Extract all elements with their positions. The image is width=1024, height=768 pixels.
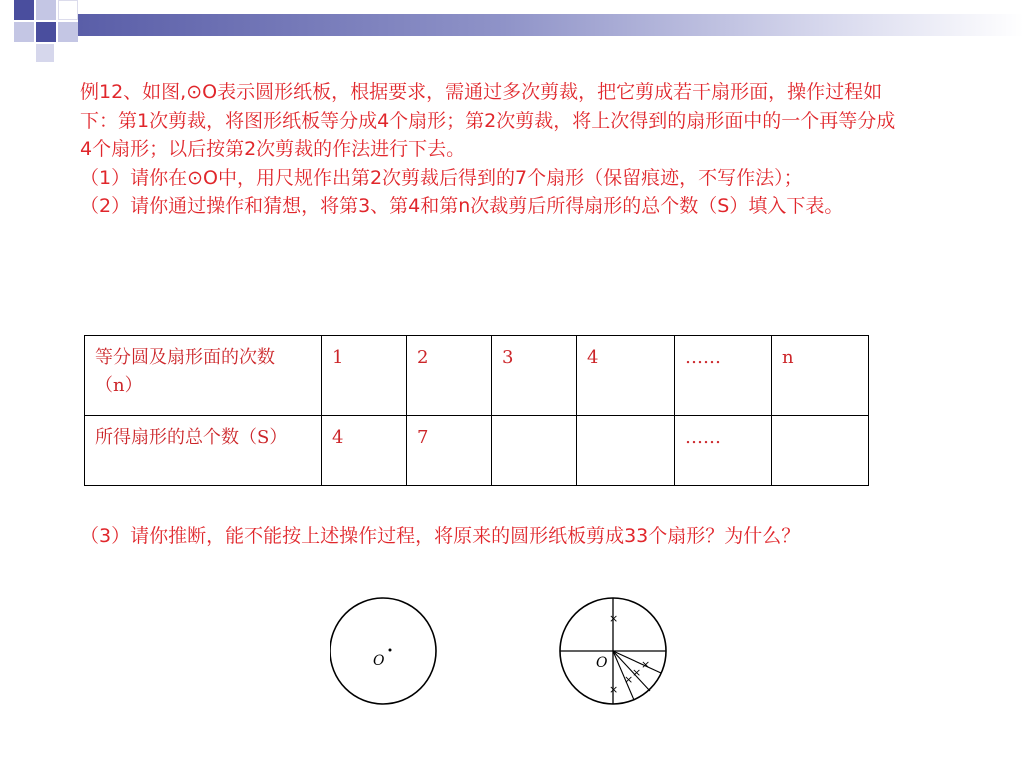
question-3-block <box>80 522 900 551</box>
circle-outline <box>330 598 436 704</box>
table-row-header: 等分圆及扇形面的次数（n） <box>85 336 322 416</box>
problem-intro: 例12、如图,⊙O表示圆形纸板，根据要求，需通过多次剪裁，把它剪成若干扇形面，操作过程如下：第1次剪裁，将图形纸板等分成4个扇形；第2次剪裁，将上次得到的扇形面中的一个再等分成4个扇形；以后按第2次剪裁的作法进行下去。 <box>80 81 896 160</box>
deco-square <box>14 22 34 42</box>
cross-mark: × <box>609 612 619 625</box>
deco-square <box>36 0 56 20</box>
title-gradient-bar <box>78 14 1024 36</box>
deco-square <box>36 44 54 62</box>
table-row-header: 所得扇形的总个数（S） <box>85 416 322 486</box>
problem-text <box>80 78 900 221</box>
cross-mark: × <box>632 666 642 679</box>
cross-mark: × <box>624 673 634 686</box>
deco-square <box>58 0 78 20</box>
table-cell: n <box>772 336 869 416</box>
table-cell: 1 <box>322 336 407 416</box>
table-cell: 4 <box>577 336 675 416</box>
answer-table <box>84 335 869 486</box>
table-cell <box>577 416 675 486</box>
corner-decoration <box>0 0 80 62</box>
figure-circle-divided <box>560 598 666 704</box>
deco-square <box>58 22 78 42</box>
table-cell <box>492 416 577 486</box>
table-cell: 4 <box>322 416 407 486</box>
table-cell: 2 <box>407 336 492 416</box>
figure-circle-plain <box>330 598 436 704</box>
question-1: （1）请你在⊙O中，用尺规作出第2次剪裁后得到的7个扇形（保留痕迹，不写作法）； <box>80 166 803 189</box>
center-label: O <box>596 655 608 671</box>
table-row <box>85 336 869 416</box>
cross-mark: × <box>641 658 651 671</box>
deco-square <box>14 0 34 20</box>
table-cell: 3 <box>492 336 577 416</box>
circle-figures <box>330 595 680 715</box>
question-2: （2）请你通过操作和猜想，将第3、第4和第n次裁剪后所得扇形的总个数（S）填入下表。 <box>80 195 844 217</box>
cross-mark: × <box>609 683 619 696</box>
center-label: O <box>373 653 385 669</box>
question-3: （3）请你推断，能不能按上述操作过程，将原来的圆形纸板剪成33个扇形？为什么？ <box>80 525 801 547</box>
table-cell: …… <box>675 336 772 416</box>
center-dot <box>389 649 392 652</box>
deco-square <box>36 22 56 42</box>
table-cell: 7 <box>407 416 492 486</box>
table-row <box>85 416 869 486</box>
table-cell <box>772 416 869 486</box>
table-cell: …… <box>675 416 772 486</box>
